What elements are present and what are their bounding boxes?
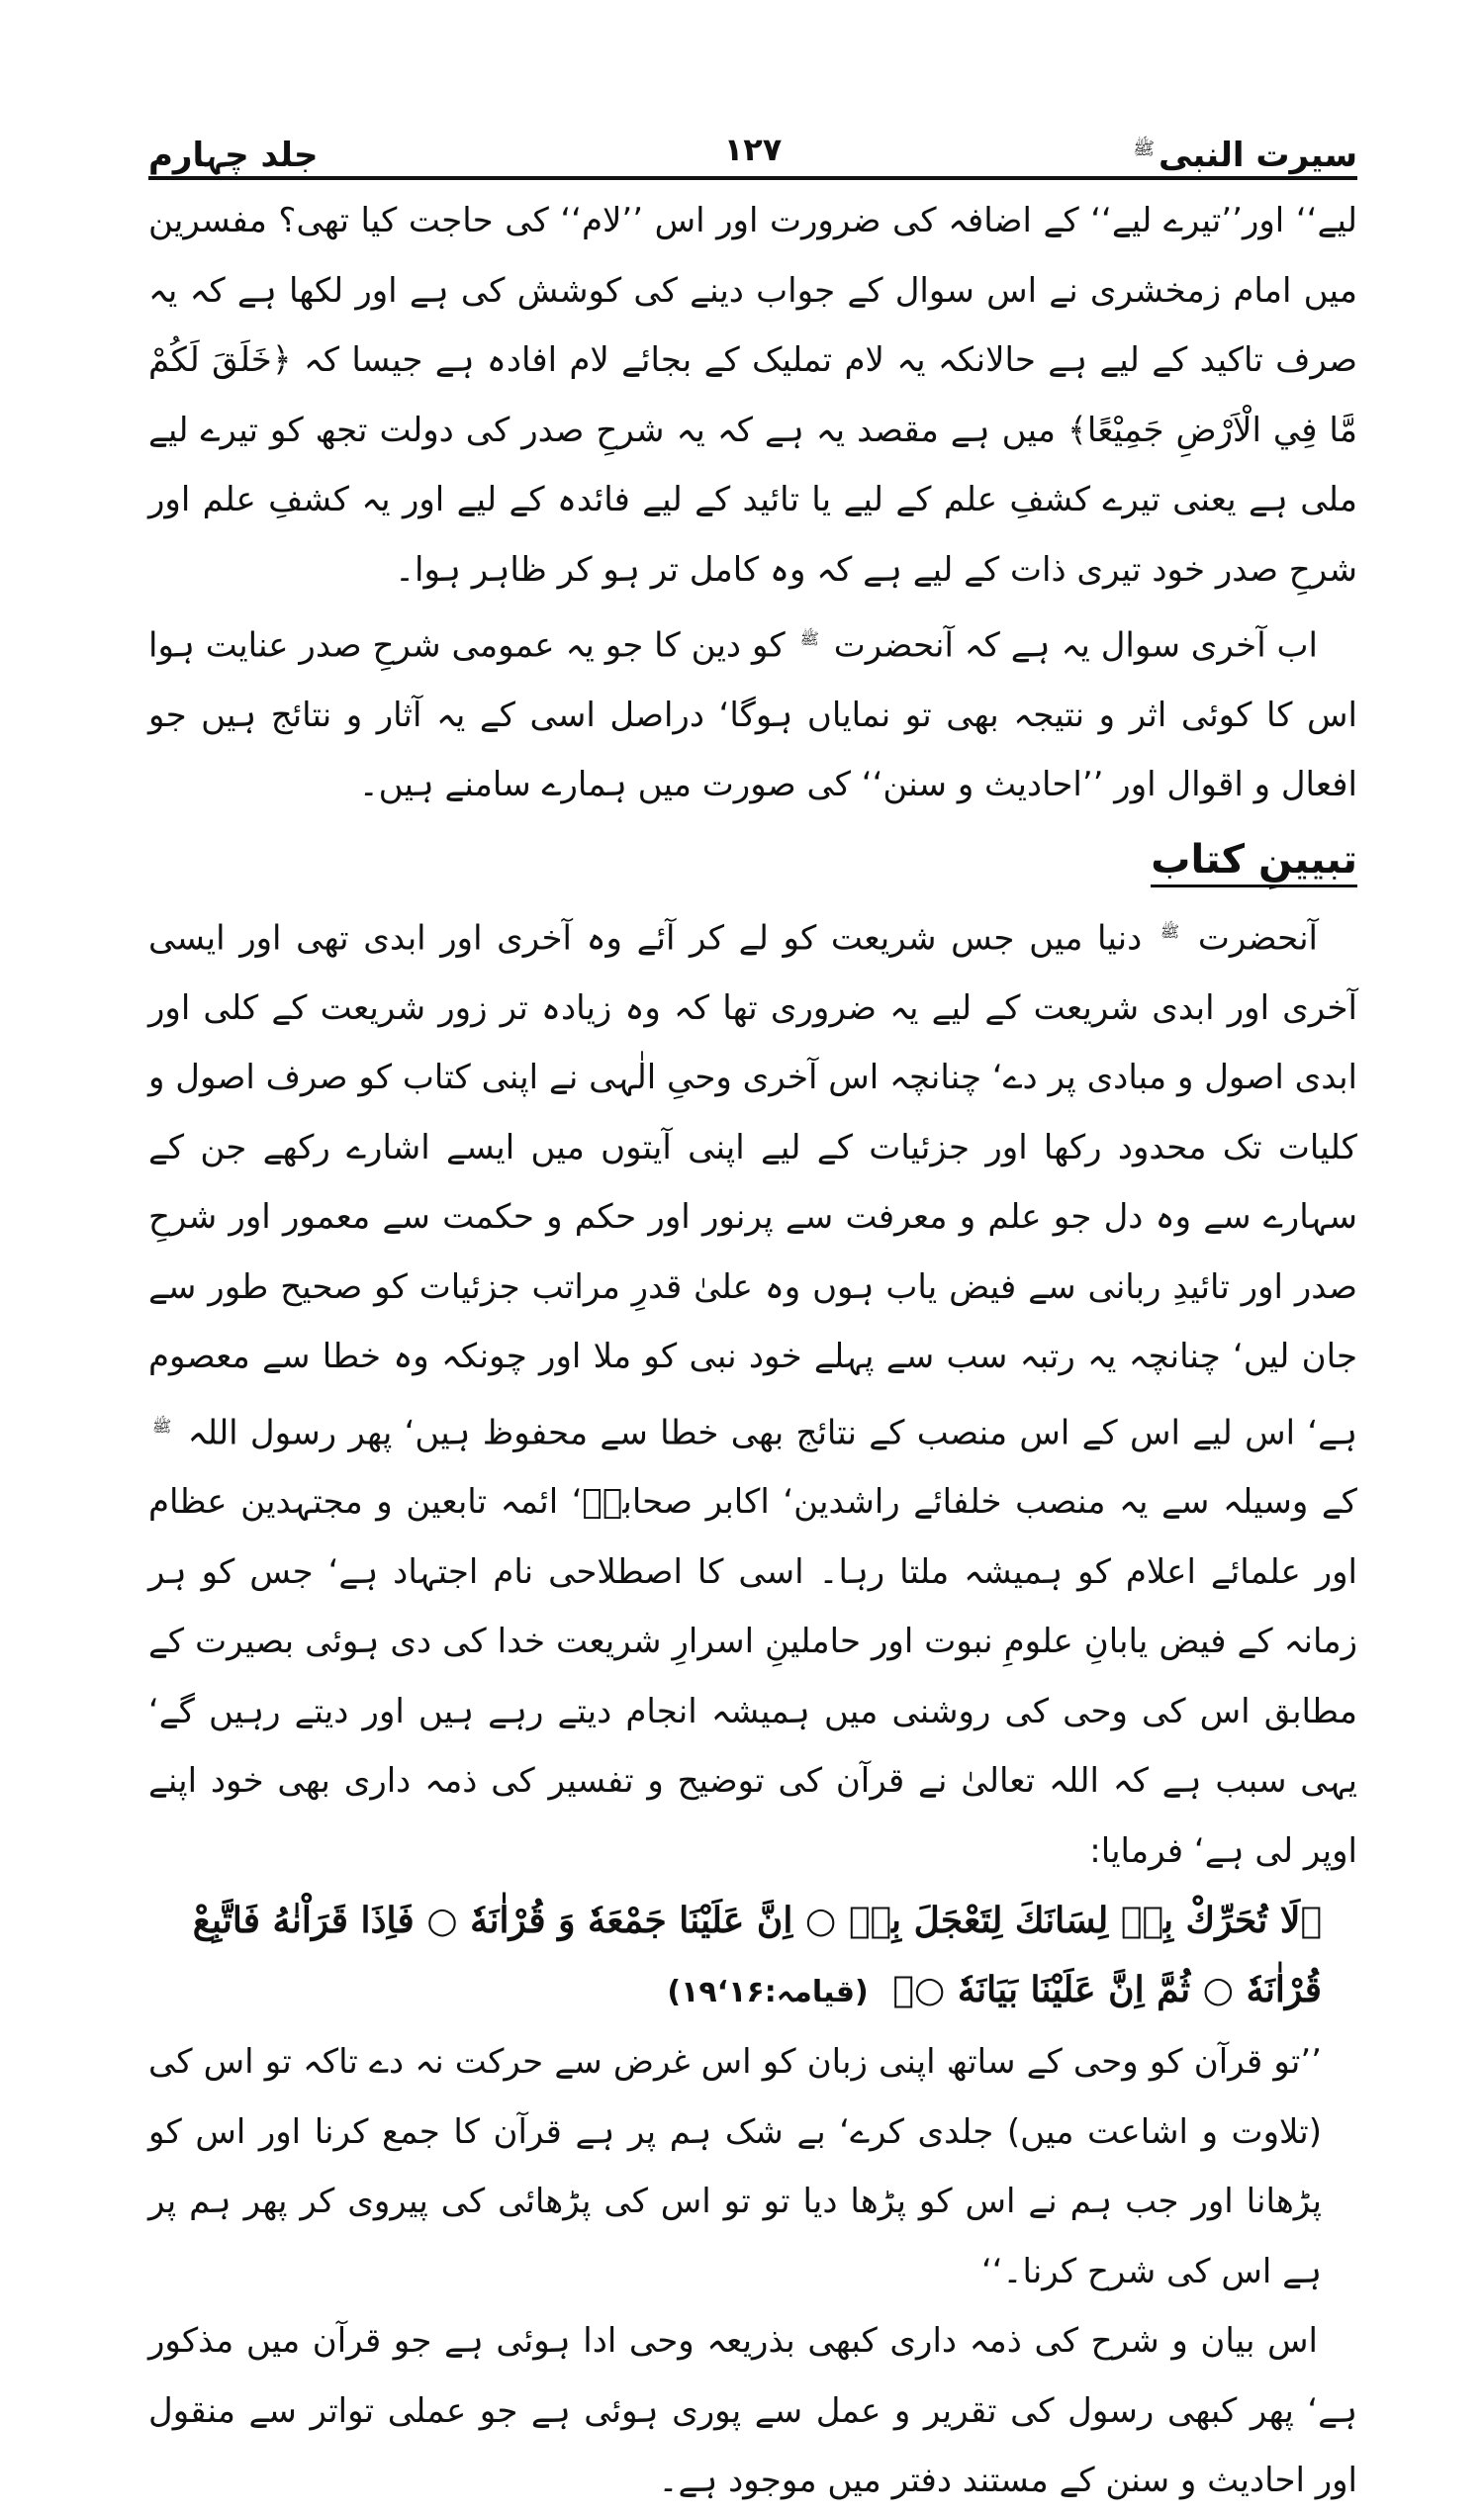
paragraph-text: کے وسیلہ سے یہ منصب خلفائے راشدین‘ اکابر صحابہؓ‘ ائمہ تابعین و مجتہدین عظام اور علمائے اعلام کو ہمیشہ ملتا رہا۔ اسی کا اصطلاحی نام اجتہاد ہے‘ جس کو ہر زمانہ کے فیض یابانِ علومِ نبوت اور حاملینِ اسرارِ شریعت خدا کی دی ہوئی بصیرت کے مطابق اس کی وحی کی روشنی میں ہمیشہ انجام دیتے رہے ہیں اور دیتے رہیں گے‘ یہی سبب ہے کہ اللہ تعالیٰ نے قرآن کی توضیح و تفسیر کی ذمہ داری بھی خود اپنے اوپر لی ہے‘ فرمایا: <box>148 1482 1357 1871</box>
running-header <box>148 99 1357 180</box>
verse-text: ﴿لَا تُحَرِّكْ بِهٖ لِسَانَكَ لِتَعْجَلَ بِهٖ ○ اِنَّ عَلَيْنَا جَمْعَهٗ وَ قُرْاٰنَهٗ ○ فَاِذَا قَرَاْنٰهُ فَاتَّبِعْ قُرْاٰنَهٗ ○ ثُمَّ اِنَّ عَلَيْنَا بَيَانَهٗ ○﴾ <box>192 1900 1322 2011</box>
page-number: ۱۲۷ <box>723 131 783 168</box>
body-text <box>148 186 1357 2516</box>
salawat-icon: ﷺ <box>799 629 819 648</box>
paragraph <box>148 897 1357 1887</box>
section-heading-text: تبیینِ کتاب <box>1151 837 1357 887</box>
paragraph-text: دنیا میں جس شریعت کو لے کر آئے وہ آخری اور ابدی تھی اور ایسی آخری اور ابدی شریعت کے لیے یہ ضروری تھا کہ وہ زیادہ تر زور شریعت کے کلی اور ابدی اصول و مبادی پر دے‘ چنانچہ اس آخری وحیِ الٰہی نے اپنی کتاب کو صرف اصول و کلیات تک محدود رکھا اور جزئیات کے لیے اپنی آیتوں میں ایسے اشارے رکھے جن کے سہارے سے وہ دل جو علم و معرفت سے پرنور اور حکم و حکمت سے معمور اور شرحِ صدر اور تائیدِ ربانی سے فیض یاب ہوں وہ علیٰ قدرِ مراتب جزئیات کو صحیح طور سے جان لیں‘ چنانچہ یہ رتبہ سب سے پہلے خود نبی کو ملا اور چونکہ وہ خطا سے معصوم ہے‘ اس لیے اس کے اس منصب کے نتائج بھی خطا سے محفوظ ہیں‘ پھر رسول اللہ <box>148 918 1357 1452</box>
verse-citation: (قیامہ:۱۶‘۱۹) <box>667 1975 869 2010</box>
paragraph: اس بیان و شرح کی ذمہ داری کبھی بذریعہ وحی ادا ہوئی ہے جو قرآن میں مذکور ہے‘ پھر کبھی رسول کی تقریر و عمل سے پوری ہوئی ہے جو عملی تواتر سے منقول اور احادیث و سنن کے مستند دفتر میں موجود ہے۔ <box>148 2321 1357 2501</box>
section-heading <box>148 824 1357 895</box>
paragraph <box>148 605 1357 820</box>
quran-verse <box>148 1886 1357 2027</box>
salawat-icon: ﷺ <box>1133 138 1155 159</box>
paragraph-text: آنحضرت <box>1197 918 1318 959</box>
book-title-text: سیرت النبی <box>1158 136 1357 175</box>
paragraph: لیے‘‘ اور’’تیرے لیے‘‘ کے اضافہ کی ضرورت اور اس ’’لام‘‘ کی حاجت کیا تھی؟ مفسرین میں امام زمخشری نے اس سوال کے جواب دینے کی کوشش کی ہے اور لکھا ہے کہ یہ صرف تاکید کے لیے ہے حالانکہ یہ لام تملیک کے بجائے لام افادہ ہے جیسا کہ ﴿خَلَقَ لَكُمْ مَّا فِي الْاَرْضِ جَمِيْعًا﴾ میں ہے مقصد یہ ہے کہ یہ شرحِ صدر کی دولت تجھ کو تیرے لیے ملی ہے یعنی تیرے کشفِ علم کے لیے یا تائید کے لیے فائدہ کے لیے اور یہ کشفِ علم اور شرحِ صدر خود تیری ذات کے لیے ہے کہ وہ کامل تر ہو کر ظاہر ہوا۔ <box>148 201 1357 590</box>
volume-label: جلد چہارم <box>148 136 319 175</box>
book-page <box>148 99 1357 2516</box>
book-title <box>1133 136 1357 175</box>
paragraph-text: اب آخری سوال یہ ہے کہ آنحضرت <box>833 625 1318 666</box>
salawat-icon: ﷺ <box>1159 921 1180 941</box>
salawat-icon: ﷺ <box>152 1416 172 1436</box>
paragraph-text: کو دین کا جو یہ عمومی شرحِ صدر عنایت ہوا اس کا کوئی اثر و نتیجہ بھی تو نمایاں ہوگا‘ دراصل اسی کے یہ آثار و نتائج ہیں جو افعال و اقوال اور ’’احادیث و سنن‘‘ کی صورت میں ہمارے سامنے ہیں۔ <box>148 625 1357 805</box>
verse-translation: ’’تو قرآن کو وحی کے ساتھ اپنی زبان کو اس غرض سے حرکت نہ دے تاکہ تو اس کی (تلاوت و اشاعت میں) جلدی کرے‘ بے شک ہم پر ہے قرآن کا جمع کرنا اور اس کو پڑھانا اور جب ہم نے اس کو پڑھا دیا تو تو اس کی پڑھائی کی پیروی کر پھر ہم پر ہے اس کی شرح کرنا۔‘‘ <box>148 2042 1322 2291</box>
